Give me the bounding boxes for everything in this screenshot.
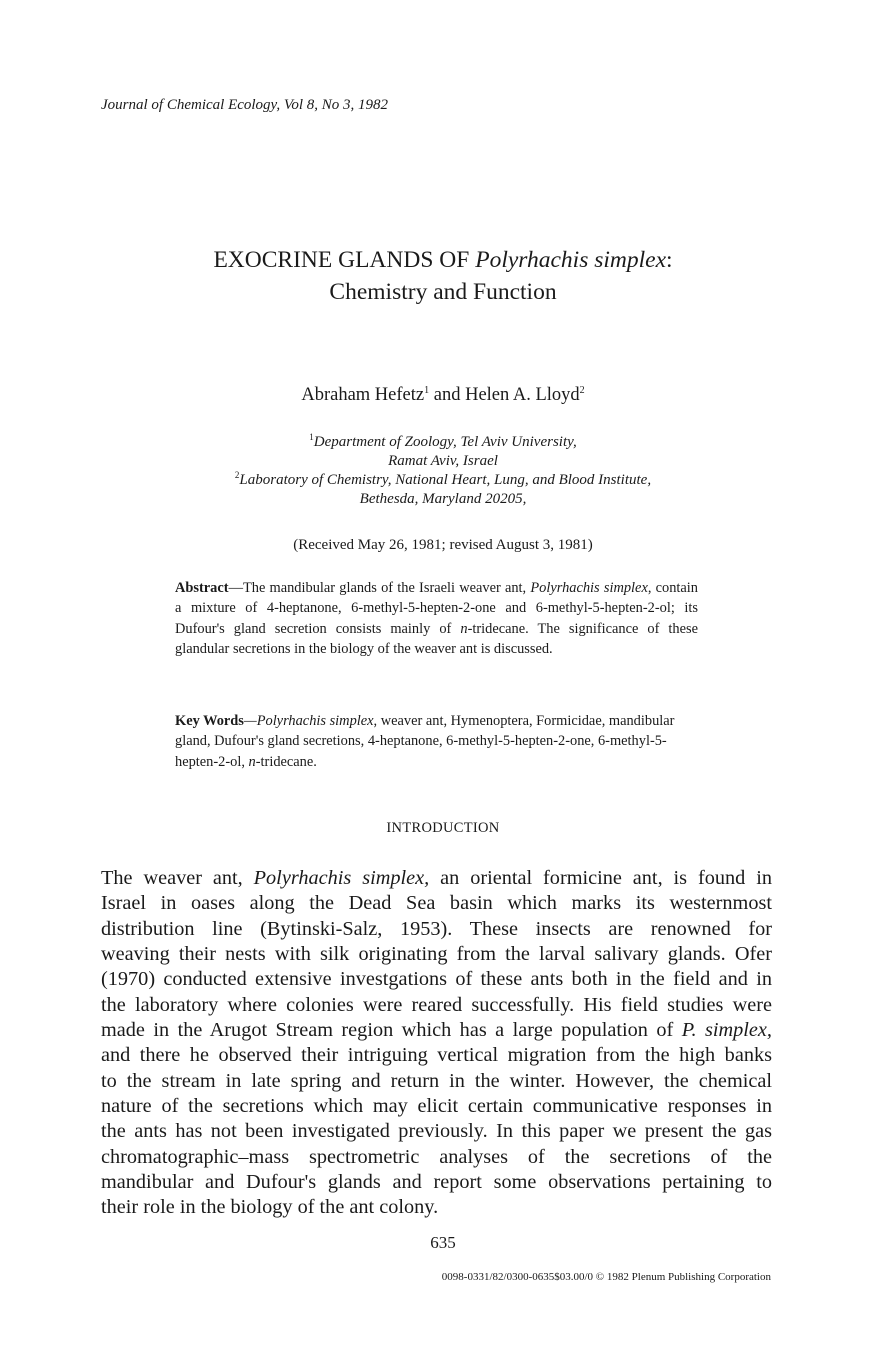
affiliation-2-mark: 2 (234, 470, 240, 480)
intro-line-5: (1970) conducted extensive investgations of these ants both in the field and in (101, 968, 772, 991)
title-colon: : (666, 247, 673, 273)
abstract-n-prefix: n (460, 620, 468, 637)
author-list (0, 385, 886, 406)
copyright-line: 0098-0331/82/0300-0635$03.00/0 © 1982 Plenum Publishing Corporation (441, 1271, 771, 1283)
intro-line-7 (101, 1018, 772, 1043)
intro-line-12: chromatographic–mass spectrometric analyses of the secretions of the (101, 1145, 772, 1168)
title-line2: Chemistry and Function (329, 279, 557, 305)
author-2: Helen A. Lloyd (465, 385, 580, 405)
intro-line-6: the laboratory where colonies were reared successfully. His field studies were (101, 993, 772, 1016)
intro-line-3: distribution line (Bytinski-Salz, 1953). These insects are renowned for (101, 917, 772, 940)
affiliations (0, 433, 886, 509)
abstract-text-3: -tridecane. The significance of these glandular secretions in the biology of the weaver ant is discussed. (175, 620, 698, 657)
abstract-dash: — (228, 580, 243, 596)
abstract-text-1: The mandibular glands of the Israeli weaver ant, (242, 580, 531, 596)
author-1: Abraham Hefetz (301, 385, 425, 405)
intro-line-10: nature of the secretions which may elicit certain communicative responses in (101, 1095, 772, 1118)
intro-line-1-species: Polyrhachis simplex, (253, 867, 430, 889)
affiliation-2-text: Laboratory of Chemistry, National Heart, Lung, and Blood Institute, (239, 472, 652, 488)
affiliation-2-line2: Bethesda, Maryland 20205, (359, 491, 527, 507)
intro-line-2: Israel in oases along the Dead Sea basin which marks its westernmost (101, 892, 772, 915)
intro-line-7-a: made in the Arugot Stream region which has a large population of (101, 1019, 682, 1042)
intro-line-14: their role in the biology of the ant colony. (101, 1196, 439, 1219)
intro-line-1 (101, 866, 772, 891)
author-2-affil-mark: 2 (579, 385, 585, 396)
abstract-label: Abstract (175, 580, 229, 596)
section-heading-introduction: INTRODUCTION (386, 820, 500, 836)
received-dates: (Received May 26, 1981; revised August 3, 1981) (293, 537, 593, 553)
author-1-affil-mark: 1 (424, 385, 430, 396)
abstract-species: Polyrhachis simplex (530, 580, 648, 596)
affiliation-1-mark: 1 (309, 432, 314, 442)
keywords-text-1: , weaver ant, Hymenoptera, Formicidae, mandibular gland, Dufour's gland secretions, 4-heptanone, 6-methyl-5-hepten-2-one, 6-methyl-5-hepten-2-ol, (175, 713, 675, 770)
intro-line-13: mandibular and Dufour's glands and report some observations pertaining to (101, 1171, 772, 1194)
abstract (175, 578, 698, 659)
keywords-species: Polyrhachis simplex (256, 713, 374, 729)
intro-line-9: to the stream in late spring and return in the winter. However, the chemical (101, 1069, 772, 1092)
intro-line-4: weaving their nests with silk originating from the larval salivary glands. Ofer (101, 943, 772, 966)
author-joiner: and (429, 385, 466, 405)
title-line1 (213, 247, 672, 273)
affiliation-1-line2: Ramat Aviv, Israel (388, 453, 498, 469)
intro-line-1-b: an oriental formicine ant, is found in (429, 867, 772, 889)
introduction-body (101, 866, 772, 1221)
keywords-n-prefix: n (248, 753, 256, 770)
journal-citation: Journal of Chemical Ecology, Vol 8, No 3, 1982 (101, 97, 389, 113)
intro-line-1-a: The weaver ant, (101, 867, 254, 889)
affiliation-1-line1 (0, 433, 886, 452)
keywords-label: Key Words (175, 713, 244, 729)
keywords-text-2: -tridecane. (255, 753, 317, 770)
intro-line-8: and there he observed their intriguing vertical migration from the high banks (101, 1044, 772, 1067)
page-number: 635 (430, 1233, 456, 1252)
title-species: Polyrhachis simplex (475, 247, 667, 273)
affiliation-1-text: Department of Zoology, Tel Aviv University, (313, 434, 577, 450)
intro-line-11: the ants has not been investigated previously. In this paper we present the gas (101, 1120, 772, 1143)
keywords-dash: — (243, 713, 257, 729)
affiliation-2-line1 (0, 471, 886, 490)
abstract-text-2: , contain a mixture of 4-heptanone, 6-methyl-5-hepten-2-one and 6-methyl-5-hepten-2-ol; its Dufour's gland secretion consists mainly of (175, 580, 698, 637)
intro-line-7-species: P. simplex, (681, 1019, 773, 1042)
title-prefix: EXOCRINE GLANDS OF (213, 247, 476, 273)
article-title (0, 244, 886, 308)
key-words (175, 711, 698, 772)
